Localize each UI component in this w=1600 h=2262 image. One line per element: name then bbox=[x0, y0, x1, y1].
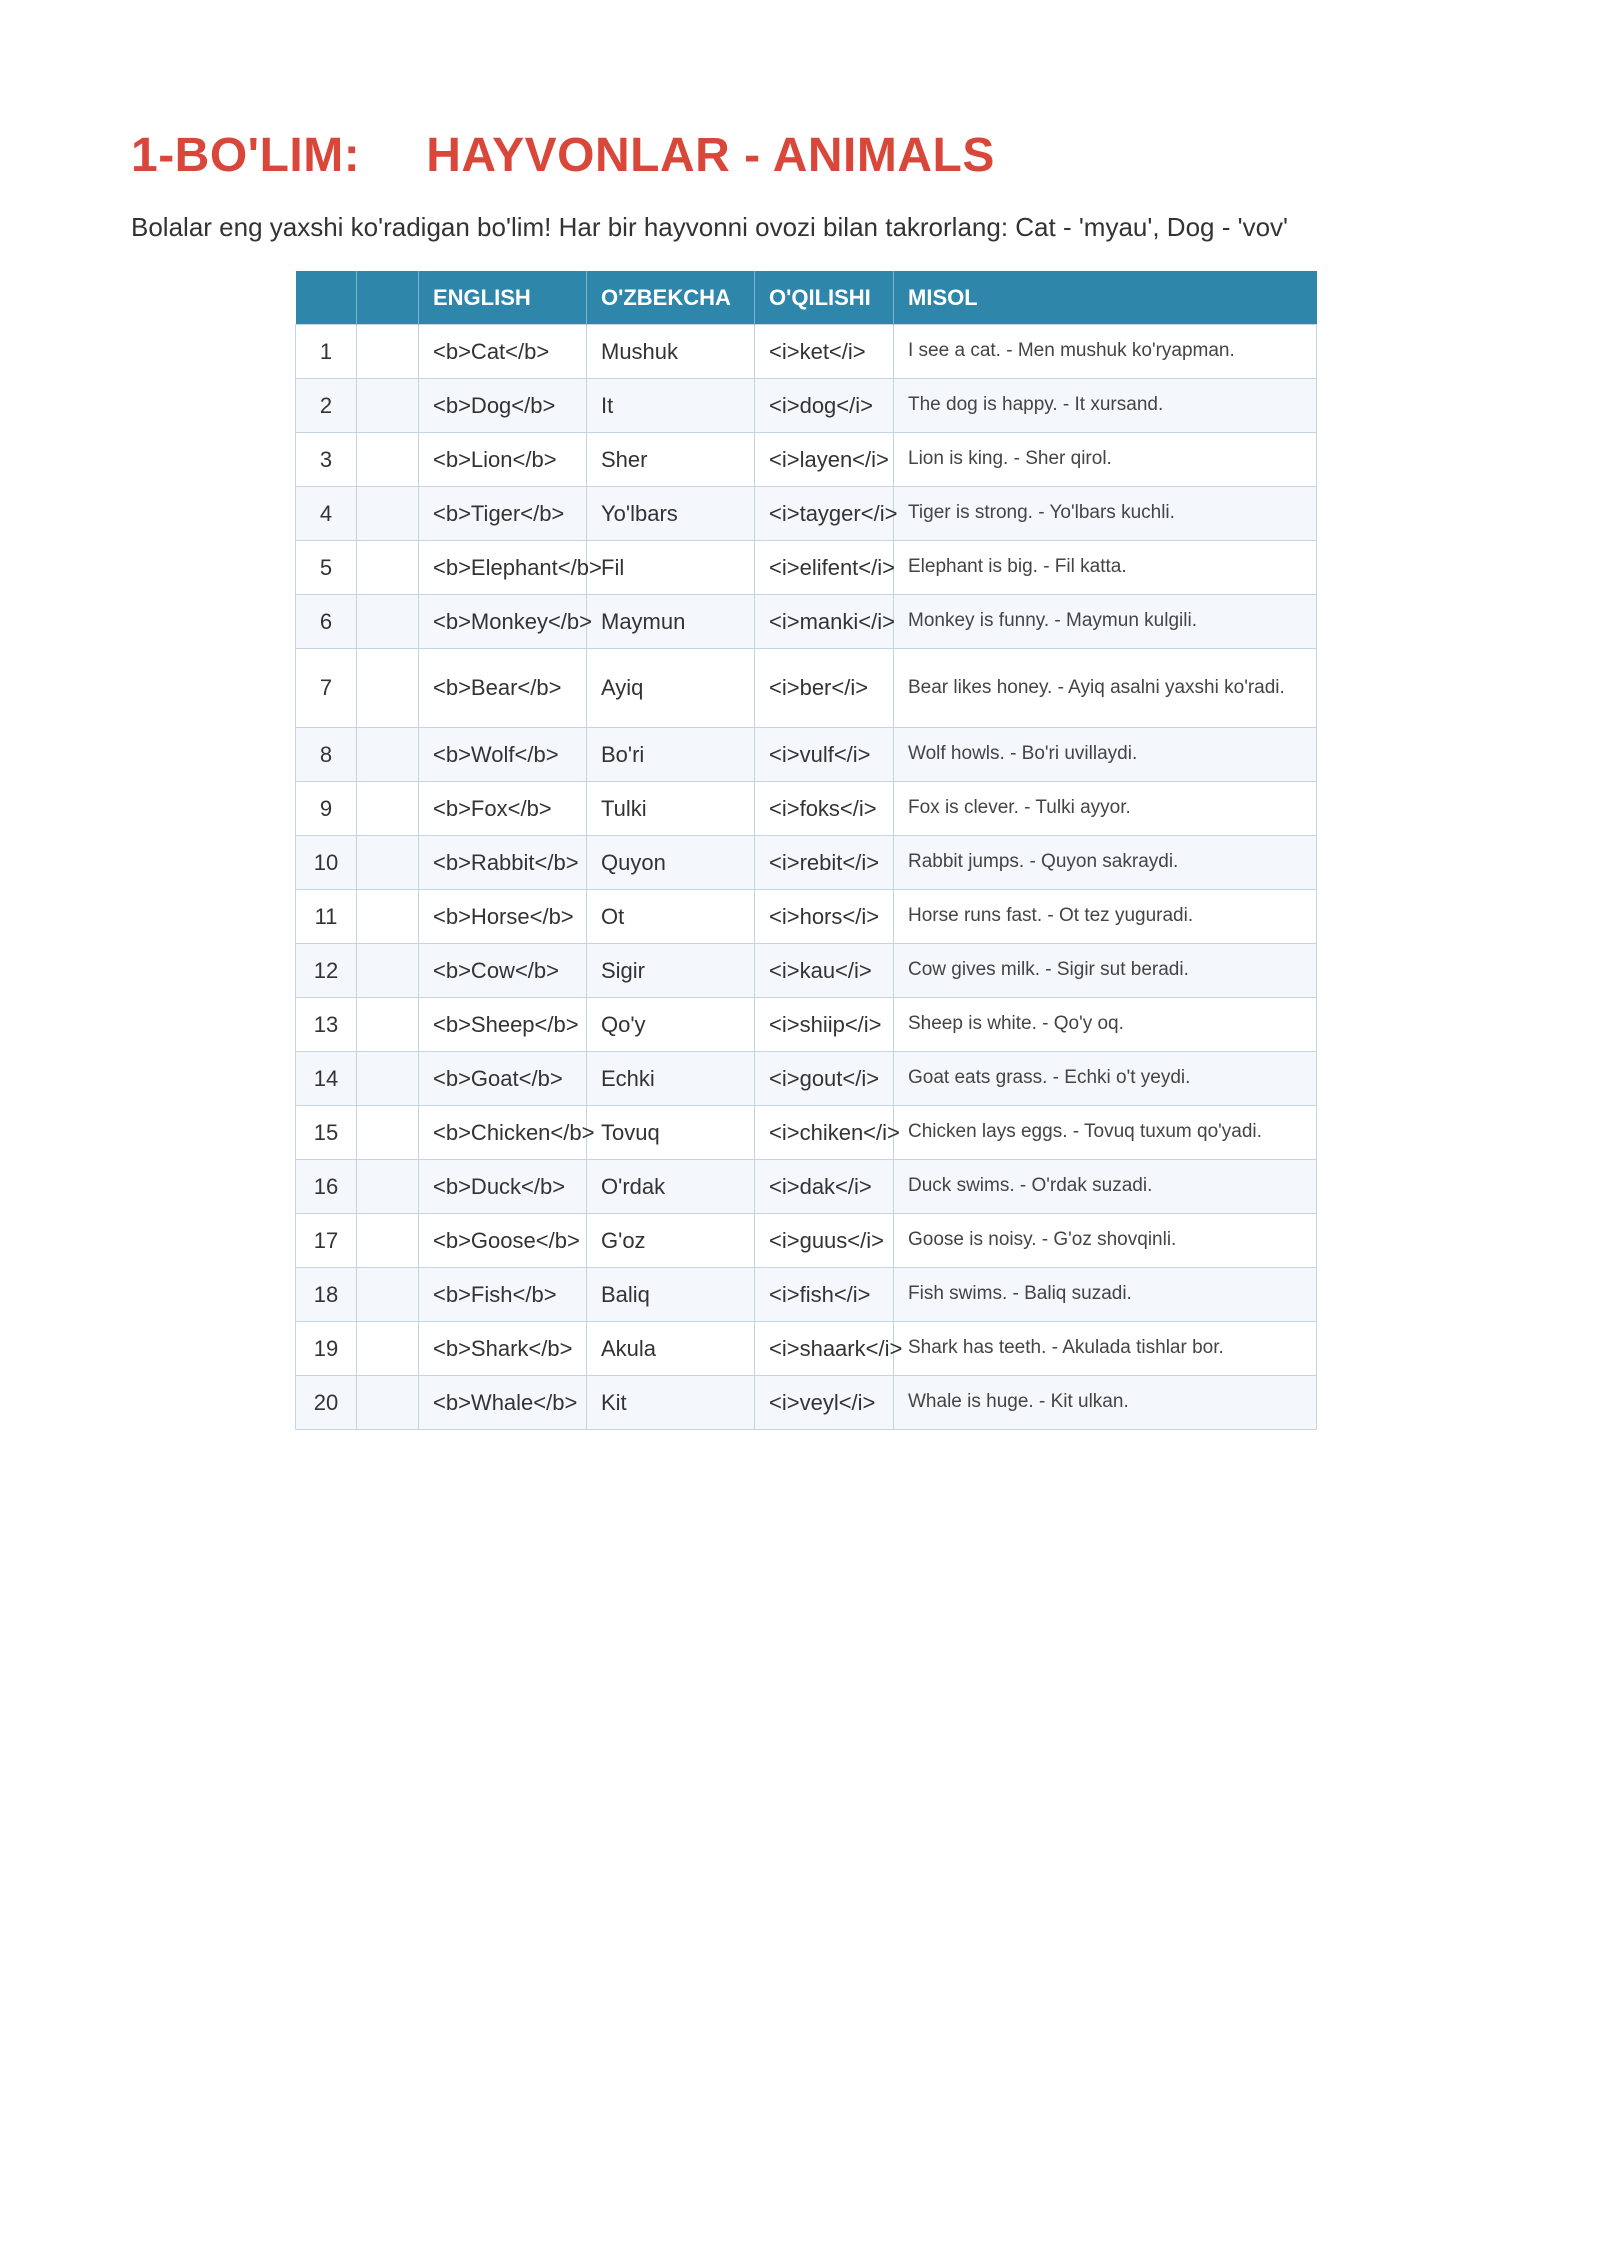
cell-blank bbox=[357, 836, 419, 890]
cell-pronunciation: <i>shiip</i> bbox=[755, 998, 894, 1052]
cell-blank bbox=[357, 1322, 419, 1376]
cell-english: <b>Chicken</b> bbox=[419, 1106, 587, 1160]
table-row bbox=[296, 1160, 1317, 1214]
cell-number: 13 bbox=[296, 998, 357, 1052]
cell-blank bbox=[357, 325, 419, 379]
cell-number: 14 bbox=[296, 1052, 357, 1106]
cell-number: 10 bbox=[296, 836, 357, 890]
cell-uzbek: Yo'lbars bbox=[587, 487, 755, 541]
table-row bbox=[296, 595, 1317, 649]
cell-blank bbox=[357, 728, 419, 782]
cell-blank bbox=[357, 1376, 419, 1430]
cell-blank bbox=[357, 379, 419, 433]
cell-english: <b>Sheep</b> bbox=[419, 998, 587, 1052]
cell-uzbek: Qo'y bbox=[587, 998, 755, 1052]
column-header-pronunciation: O'QILISHI bbox=[755, 271, 894, 325]
column-header-uzbek: O'ZBEKCHA bbox=[587, 271, 755, 325]
vocabulary-table bbox=[295, 271, 1317, 1430]
cell-example: Lion is king. - Sher qirol. bbox=[894, 433, 1317, 487]
cell-uzbek: Maymun bbox=[587, 595, 755, 649]
cell-blank bbox=[357, 541, 419, 595]
cell-number: 17 bbox=[296, 1214, 357, 1268]
cell-pronunciation: <i>layen</i> bbox=[755, 433, 894, 487]
cell-english: <b>Rabbit</b> bbox=[419, 836, 587, 890]
cell-uzbek: O'rdak bbox=[587, 1160, 755, 1214]
intro-text: Bolalar eng yaxshi ko'radigan bo'lim! Har bir hayvonni ovozi bilan takrorlang: Cat - 'myau', Dog - 'vov' bbox=[131, 212, 1288, 242]
cell-blank bbox=[357, 1160, 419, 1214]
cell-pronunciation: <i>fish</i> bbox=[755, 1268, 894, 1322]
cell-uzbek: Ayiq bbox=[587, 649, 755, 728]
table-row bbox=[296, 728, 1317, 782]
cell-english: <b>Duck</b> bbox=[419, 1160, 587, 1214]
cell-uzbek: Tulki bbox=[587, 782, 755, 836]
cell-example: Elephant is big. - Fil katta. bbox=[894, 541, 1317, 595]
table-row bbox=[296, 782, 1317, 836]
cell-example: Chicken lays eggs. - Tovuq tuxum qo'yadi. bbox=[894, 1106, 1317, 1160]
cell-english: <b>Fox</b> bbox=[419, 782, 587, 836]
cell-blank bbox=[357, 1106, 419, 1160]
cell-blank bbox=[357, 1268, 419, 1322]
cell-english: <b>Tiger</b> bbox=[419, 487, 587, 541]
cell-english: <b>Cat</b> bbox=[419, 325, 587, 379]
cell-blank bbox=[357, 944, 419, 998]
cell-uzbek: Bo'ri bbox=[587, 728, 755, 782]
cell-example: Bear likes honey. - Ayiq asalni yaxshi ko'radi. bbox=[894, 649, 1317, 728]
table-row bbox=[296, 379, 1317, 433]
table-row bbox=[296, 325, 1317, 379]
cell-pronunciation: <i>vulf</i> bbox=[755, 728, 894, 782]
cell-number: 20 bbox=[296, 1376, 357, 1430]
cell-pronunciation: <i>ber</i> bbox=[755, 649, 894, 728]
cell-english: <b>Lion</b> bbox=[419, 433, 587, 487]
cell-uzbek: Sher bbox=[587, 433, 755, 487]
table-row bbox=[296, 890, 1317, 944]
cell-blank bbox=[357, 1214, 419, 1268]
cell-pronunciation: <i>dak</i> bbox=[755, 1160, 894, 1214]
cell-example: Sheep is white. - Qo'y oq. bbox=[894, 998, 1317, 1052]
cell-number: 8 bbox=[296, 728, 357, 782]
table-row bbox=[296, 1106, 1317, 1160]
cell-example: Shark has teeth. - Akulada tishlar bor. bbox=[894, 1322, 1317, 1376]
cell-example: I see a cat. - Men mushuk ko'ryapman. bbox=[894, 325, 1317, 379]
cell-english: <b>Cow</b> bbox=[419, 944, 587, 998]
cell-pronunciation: <i>kau</i> bbox=[755, 944, 894, 998]
column-header-english: ENGLISH bbox=[419, 271, 587, 325]
table-row bbox=[296, 1322, 1317, 1376]
cell-blank bbox=[357, 782, 419, 836]
cell-pronunciation: <i>foks</i> bbox=[755, 782, 894, 836]
cell-english: <b>Dog</b> bbox=[419, 379, 587, 433]
cell-number: 18 bbox=[296, 1268, 357, 1322]
cell-uzbek: Akula bbox=[587, 1322, 755, 1376]
table-row bbox=[296, 1052, 1317, 1106]
section-name: HAYVONLAR - ANIMALS bbox=[426, 129, 995, 182]
cell-example: Fox is clever. - Tulki ayyor. bbox=[894, 782, 1317, 836]
cell-uzbek: It bbox=[587, 379, 755, 433]
table-row bbox=[296, 1376, 1317, 1430]
cell-example: Whale is huge. - Kit ulkan. bbox=[894, 1376, 1317, 1430]
cell-number: 7 bbox=[296, 649, 357, 728]
cell-example: The dog is happy. - It xursand. bbox=[894, 379, 1317, 433]
column-header-example: MISOL bbox=[894, 271, 1317, 325]
cell-english: <b>Goose</b> bbox=[419, 1214, 587, 1268]
cell-blank bbox=[357, 998, 419, 1052]
cell-example: Horse runs fast. - Ot tez yuguradi. bbox=[894, 890, 1317, 944]
cell-english: <b>Goat</b> bbox=[419, 1052, 587, 1106]
cell-english: <b>Shark</b> bbox=[419, 1322, 587, 1376]
cell-number: 15 bbox=[296, 1106, 357, 1160]
cell-pronunciation: <i>guus</i> bbox=[755, 1214, 894, 1268]
table-row bbox=[296, 649, 1317, 728]
cell-blank bbox=[357, 890, 419, 944]
table-row bbox=[296, 433, 1317, 487]
cell-example: Goose is noisy. - G'oz shovqinli. bbox=[894, 1214, 1317, 1268]
cell-blank bbox=[357, 649, 419, 728]
table-row bbox=[296, 998, 1317, 1052]
cell-english: <b>Wolf</b> bbox=[419, 728, 587, 782]
cell-pronunciation: <i>hors</i> bbox=[755, 890, 894, 944]
cell-number: 9 bbox=[296, 782, 357, 836]
cell-uzbek: Echki bbox=[587, 1052, 755, 1106]
cell-example: Monkey is funny. - Maymun kulgili. bbox=[894, 595, 1317, 649]
cell-example: Fish swims. - Baliq suzadi. bbox=[894, 1268, 1317, 1322]
cell-uzbek: Sigir bbox=[587, 944, 755, 998]
cell-uzbek: Baliq bbox=[587, 1268, 755, 1322]
cell-uzbek: G'oz bbox=[587, 1214, 755, 1268]
cell-number: 4 bbox=[296, 487, 357, 541]
cell-english: <b>Whale</b> bbox=[419, 1376, 587, 1430]
cell-pronunciation: <i>shaark</i> bbox=[755, 1322, 894, 1376]
cell-blank bbox=[357, 1052, 419, 1106]
section-number: 1-BO'LIM: bbox=[131, 129, 361, 182]
cell-number: 6 bbox=[296, 595, 357, 649]
cell-pronunciation: <i>tayger</i> bbox=[755, 487, 894, 541]
table-row bbox=[296, 836, 1317, 890]
table-row bbox=[296, 1214, 1317, 1268]
column-header-blank bbox=[357, 271, 419, 325]
cell-pronunciation: <i>gout</i> bbox=[755, 1052, 894, 1106]
column-header-number bbox=[296, 271, 357, 325]
cell-english: <b>Fish</b> bbox=[419, 1268, 587, 1322]
cell-example: Goat eats grass. - Echki o't yeydi. bbox=[894, 1052, 1317, 1106]
cell-number: 16 bbox=[296, 1160, 357, 1214]
cell-number: 3 bbox=[296, 433, 357, 487]
cell-pronunciation: <i>dog</i> bbox=[755, 379, 894, 433]
cell-english: <b>Horse</b> bbox=[419, 890, 587, 944]
cell-number: 19 bbox=[296, 1322, 357, 1376]
cell-english: <b>Bear</b> bbox=[419, 649, 587, 728]
cell-pronunciation: <i>elifent</i> bbox=[755, 541, 894, 595]
cell-uzbek: Tovuq bbox=[587, 1106, 755, 1160]
cell-example: Tiger is strong. - Yo'lbars kuchli. bbox=[894, 487, 1317, 541]
table-row bbox=[296, 1268, 1317, 1322]
cell-pronunciation: <i>rebit</i> bbox=[755, 836, 894, 890]
cell-number: 1 bbox=[296, 325, 357, 379]
cell-example: Rabbit jumps. - Quyon sakraydi. bbox=[894, 836, 1317, 890]
cell-number: 12 bbox=[296, 944, 357, 998]
cell-example: Cow gives milk. - Sigir sut beradi. bbox=[894, 944, 1317, 998]
cell-uzbek: Fil bbox=[587, 541, 755, 595]
cell-english: <b>Monkey</b> bbox=[419, 595, 587, 649]
table-row bbox=[296, 487, 1317, 541]
table-row bbox=[296, 944, 1317, 998]
cell-pronunciation: <i>veyl</i> bbox=[755, 1376, 894, 1430]
page-title bbox=[131, 128, 995, 183]
table-header-row bbox=[296, 271, 1317, 325]
cell-uzbek: Quyon bbox=[587, 836, 755, 890]
cell-pronunciation: <i>ket</i> bbox=[755, 325, 894, 379]
cell-blank bbox=[357, 595, 419, 649]
table-row bbox=[296, 541, 1317, 595]
cell-example: Duck swims. - O'rdak suzadi. bbox=[894, 1160, 1317, 1214]
cell-uzbek: Kit bbox=[587, 1376, 755, 1430]
cell-number: 5 bbox=[296, 541, 357, 595]
cell-english: <b>Elephant</b> bbox=[419, 541, 587, 595]
cell-example: Wolf howls. - Bo'ri uvillaydi. bbox=[894, 728, 1317, 782]
cell-pronunciation: <i>chiken</i> bbox=[755, 1106, 894, 1160]
cell-blank bbox=[357, 433, 419, 487]
cell-number: 11 bbox=[296, 890, 357, 944]
cell-pronunciation: <i>manki</i> bbox=[755, 595, 894, 649]
cell-uzbek: Ot bbox=[587, 890, 755, 944]
cell-number: 2 bbox=[296, 379, 357, 433]
cell-uzbek: Mushuk bbox=[587, 325, 755, 379]
cell-blank bbox=[357, 487, 419, 541]
